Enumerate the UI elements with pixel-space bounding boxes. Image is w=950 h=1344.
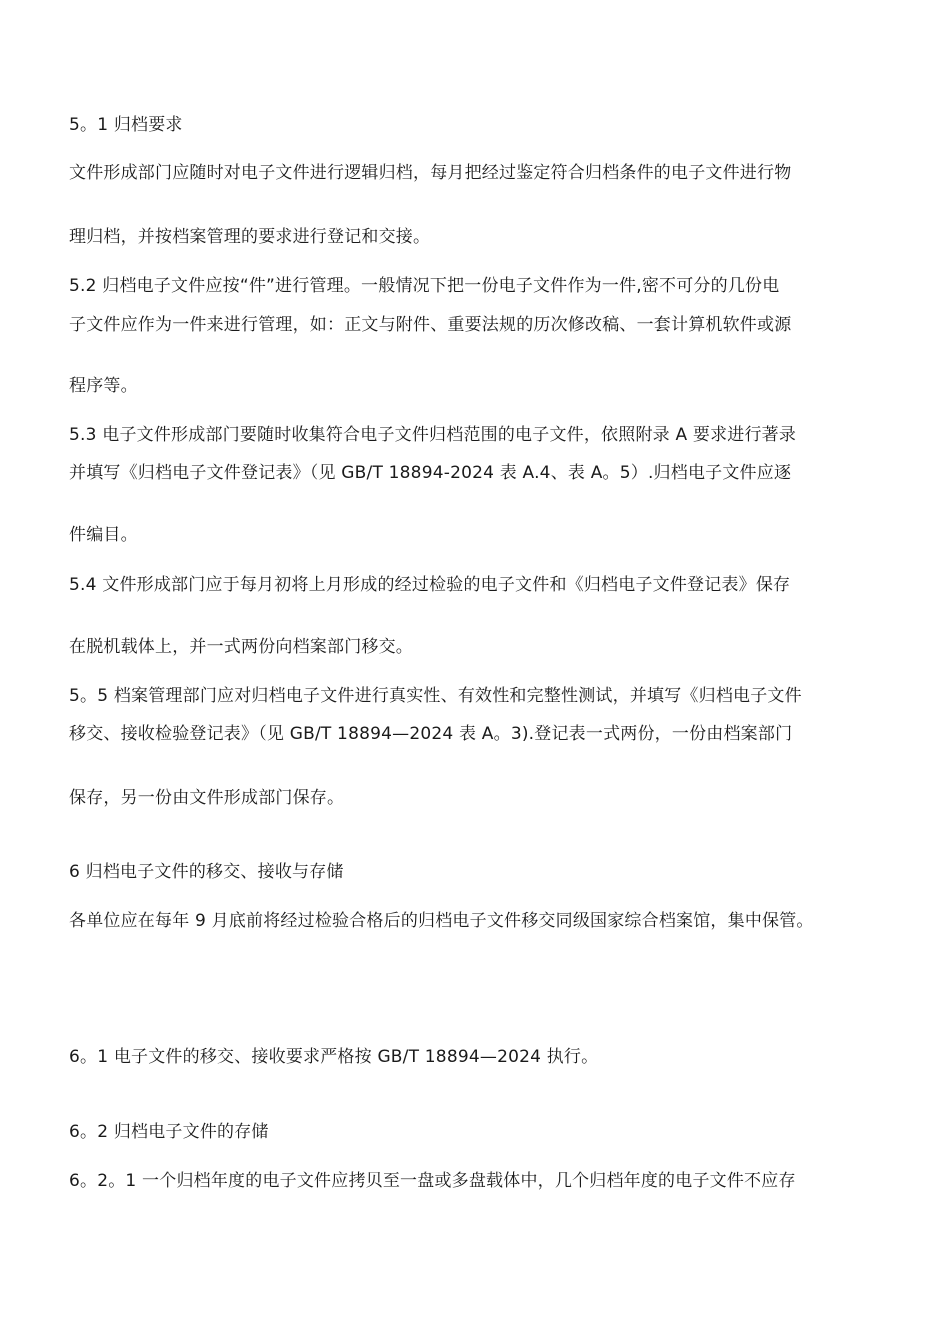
- section-heading-6-2: 6。2 归档电子文件的存储: [69, 1122, 269, 1142]
- paragraph-line: 移交、接收检验登记表》（见 GB/T 18894—2024 表 A。3).登记表一式两份，一份由档案部门: [69, 724, 793, 744]
- paragraph-line: 并填写《归档电子文件登记表》（见 GB/T 18894-2024 表 A.4、表 A。5）.归档电子文件应逐: [69, 463, 792, 483]
- section-heading-6: 6 归档电子文件的移交、接收与存储: [69, 862, 344, 882]
- paragraph-line: 保存，另一份由文件形成部门保存。: [69, 788, 345, 808]
- paragraph-line: 件编目。: [69, 525, 138, 545]
- paragraph-line: 理归档，并按档案管理的要求进行登记和交接。: [69, 227, 431, 247]
- section-heading-6-1: 6。1 电子文件的移交、接收要求严格按 GB/T 18894—2024 执行。: [69, 1047, 599, 1067]
- paragraph-line: 6。2。1 一个归档年度的电子文件应拷贝至一盘或多盘载体中，几个归档年度的电子文件不应存: [69, 1171, 796, 1191]
- paragraph-line: 5。5 档案管理部门应对归档电子文件进行真实性、有效性和完整性测试，并填写《归档电子文件: [69, 686, 802, 706]
- paragraph-line: 5.2 归档电子文件应按“件”进行管理。一般情况下把一份电子文件作为一件,密不可分的几份电: [69, 276, 780, 296]
- paragraph-line: 各单位应在每年 9 月底前将经过检验合格后的归档电子文件移交同级国家综合档案馆，集中保管。: [69, 911, 814, 931]
- paragraph-line: 程序等。: [69, 376, 138, 396]
- paragraph-line: 5.3 电子文件形成部门要随时收集符合电子文件归档范围的电子文件，依照附录 A 要求进行著录: [69, 425, 797, 445]
- paragraph-line: 5.4 文件形成部门应于每月初将上月形成的经过检验的电子文件和《归档电子文件登记表》保存: [69, 575, 791, 595]
- paragraph-line: 文件形成部门应随时对电子文件进行逻辑归档，每月把经过鉴定符合归档条件的电子文件进行物: [69, 163, 792, 183]
- section-heading-5-1: 5。1 归档要求: [69, 115, 183, 135]
- paragraph-line: 在脱机载体上，并一式两份向档案部门移交。: [69, 637, 413, 657]
- paragraph-line: 子文件应作为一件来进行管理，如：正文与附件、重要法规的历次修改稿、一套计算机软件或源: [69, 315, 792, 335]
